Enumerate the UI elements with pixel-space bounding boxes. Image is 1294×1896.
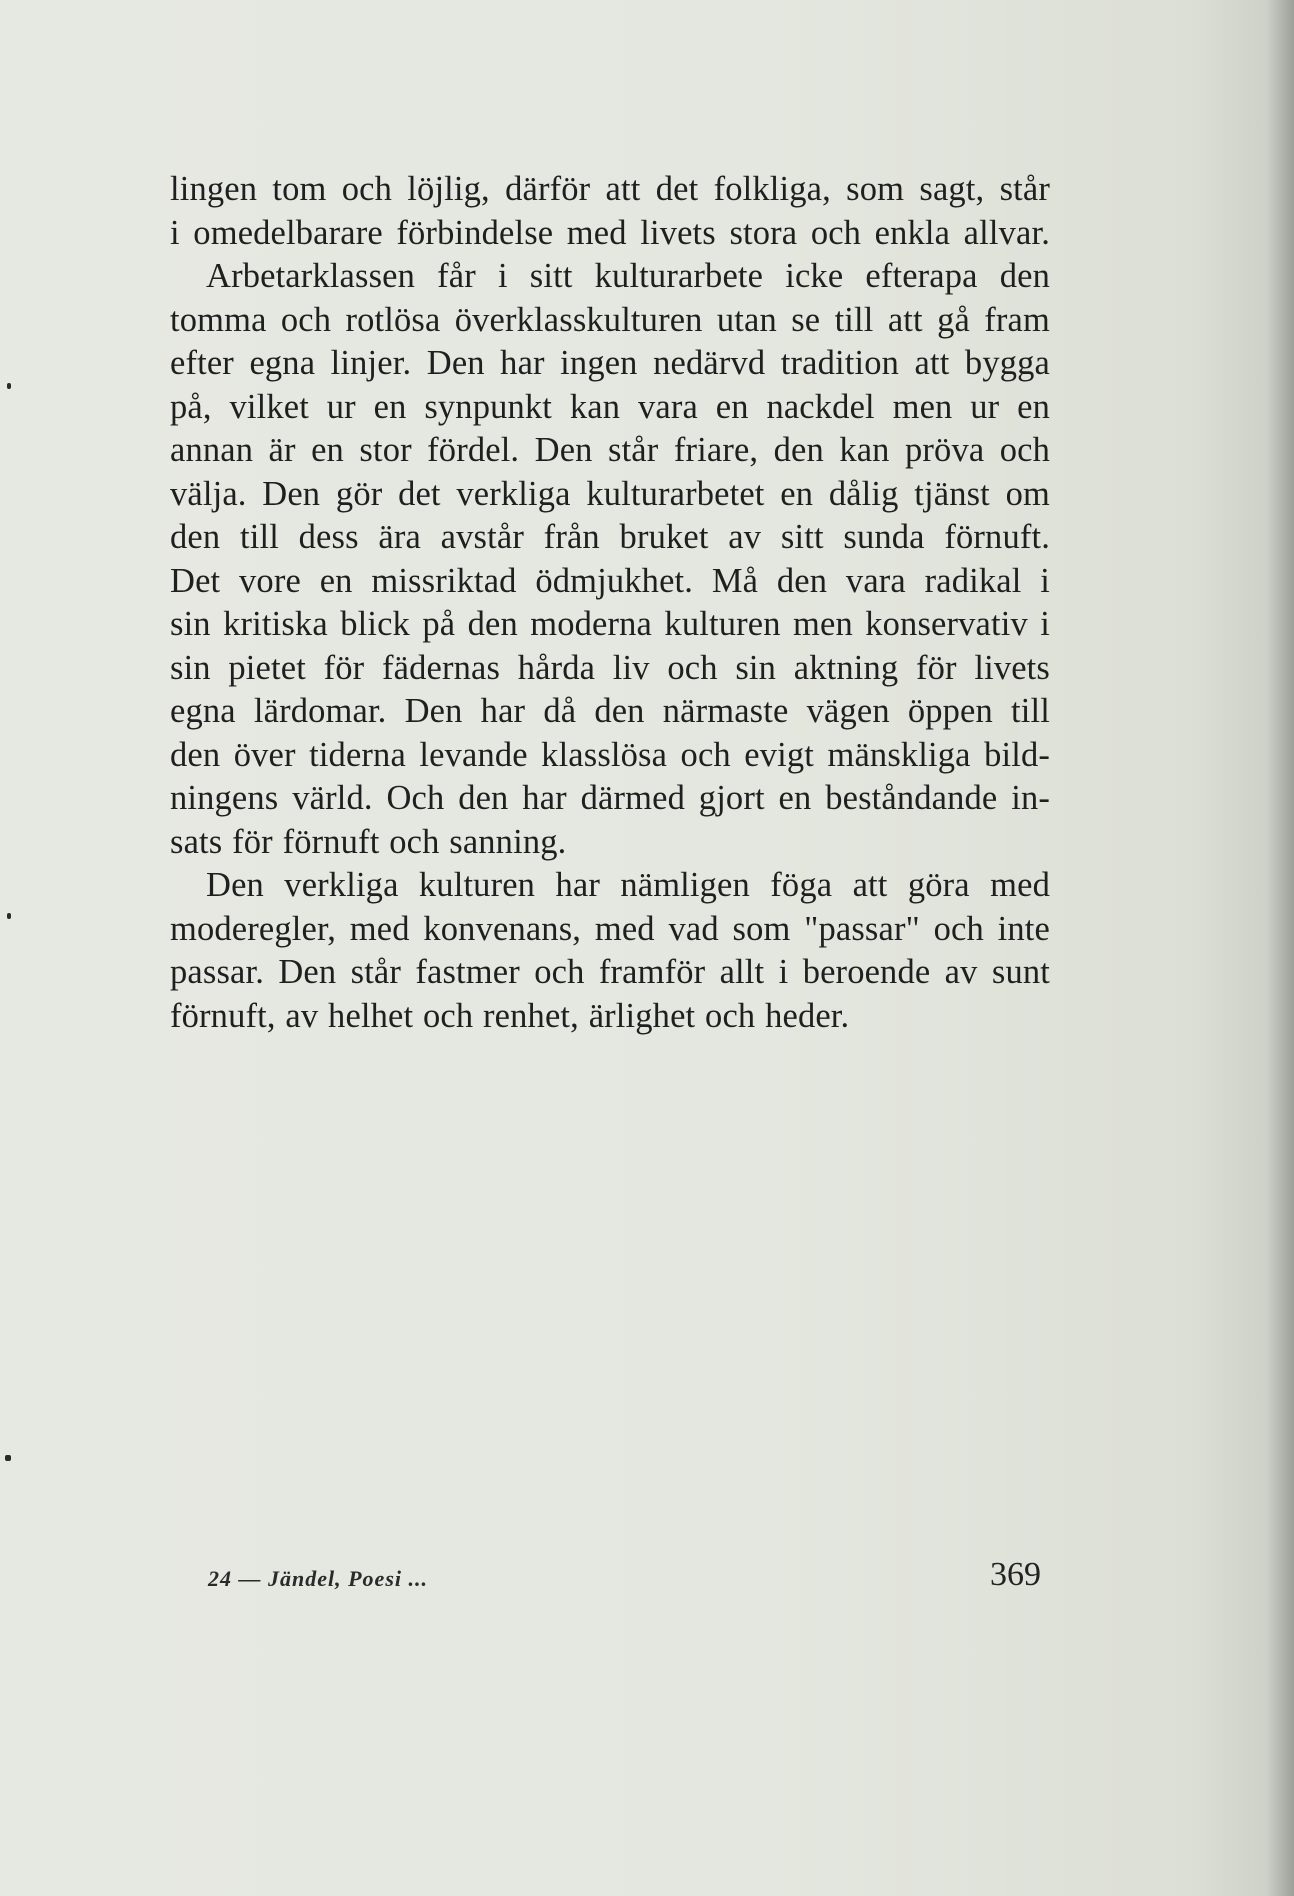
text-line: tomma och rotlösa överklasskulturen utan se till att gå fram xyxy=(170,300,1050,339)
text-line: Arbetarklassen får i sitt kulturarbete icke efterapa den xyxy=(206,257,1050,295)
margin-speck xyxy=(5,1455,11,1461)
text-line: Den verkliga kulturen har nämligen föga att göra med xyxy=(206,866,1050,904)
text-line: lingen tom och löjlig, därför att det folkliga, som sagt, står xyxy=(170,170,1050,208)
text-line: Det vore en missriktad ödmjukhet. Må den vara radikal i xyxy=(170,561,1050,600)
text-line: efter egna linjer. Den har ingen nedärvd tradition att bygga xyxy=(170,344,1050,382)
text-line: sats för förnuft och sanning. xyxy=(170,822,567,861)
text-line: sin pietet för fädernas hårda liv och sin aktning för livets xyxy=(170,648,1050,687)
text-line: moderegler, med konvenans, med vad som "passar" och inte xyxy=(170,909,1050,948)
text-line: annan är en stor fördel. Den står friare, den kan pröva och xyxy=(170,431,1050,469)
text-line: passar. Den står fastmer och framför allt i beroende av sunt xyxy=(170,953,1050,991)
margin-speck xyxy=(7,913,11,919)
text-line: välja. Den gör det verkliga kulturarbetet en dålig tjänst om xyxy=(170,474,1050,513)
text-line: sin kritiska blick på den moderna kulturen men konservativ i xyxy=(170,605,1050,643)
text-line: ningens värld. Och den har därmed gjort en beståndande in- xyxy=(170,779,1050,817)
page-number: 369 xyxy=(990,1556,1041,1593)
text-line: förnuft, av helhet och renhet, ärlighet och heder. xyxy=(170,996,850,1035)
page-edge-shadow xyxy=(1266,0,1294,1896)
text-line: den över tiderna levande klasslösa och evigt mänskliga bild- xyxy=(170,735,1050,774)
text-line: i omedelbarare förbindelse med livets stora och enkla allvar. xyxy=(170,213,1050,252)
footer-signature: 24 — Jändel, Poesi ... xyxy=(208,1566,428,1591)
margin-speck xyxy=(7,383,11,389)
text-line: den till dess ära avstår från bruket av sitt sunda förnuft. xyxy=(170,518,1050,556)
text-line: egna lärdomar. Den har då den närmaste vägen öppen till xyxy=(170,692,1050,730)
body-text xyxy=(170,168,1050,1038)
text-line: på, vilket ur en synpunkt kan vara en nackdel men ur en xyxy=(170,387,1050,426)
